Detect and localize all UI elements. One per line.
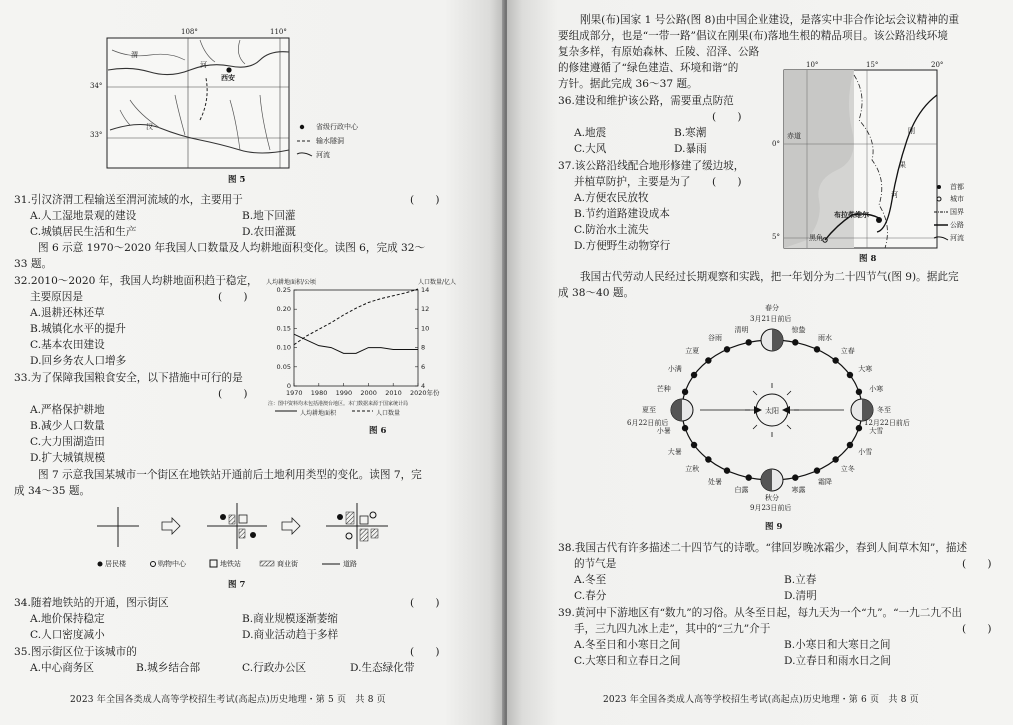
fig7-legend-mall: 购物中心: [158, 560, 186, 568]
fig8-river-he: 河: [891, 191, 898, 199]
fig8-lat-5: 5°: [772, 233, 780, 241]
fig5-label-han: 汉: [146, 123, 153, 131]
q35-stem: 35.图示街区位于该城市的: [14, 646, 137, 658]
q36-option-a[interactable]: A.地震: [574, 127, 607, 139]
fig9-spring-equinox: 春分: [765, 304, 779, 312]
solar-term-marker: [682, 425, 688, 431]
solar-term-marker: [856, 389, 862, 395]
fig8-lat-0: 0°: [772, 140, 780, 148]
intro-fig6-line1: 图 6 示意 1970～2020 年我国人口数量及人均耕地面积变化。读图 6，完成 32～: [38, 242, 426, 254]
arrow-icon: [282, 518, 300, 534]
q31-option-b[interactable]: B.地下回灌: [242, 210, 296, 222]
solar-term-label: 小雪: [858, 447, 873, 456]
figure-6-caption: 图 6: [369, 426, 387, 436]
q37-option-d[interactable]: D.方便野生动物穿行: [574, 240, 671, 252]
fig5-label-he: 河: [200, 61, 207, 69]
fig5-legend-capital: 省级行政中心: [316, 123, 358, 131]
fig9-sun-label: 太阳: [765, 407, 779, 415]
fig8-river-guo: 果: [899, 161, 906, 169]
solar-term-marker: [847, 442, 853, 448]
q39-option-c[interactable]: C.大寒日和立春日之间: [574, 655, 681, 667]
solar-term-label: 芒种: [656, 384, 671, 393]
intro-fig9-line1: 我国古代劳动人民经过长期观察和实践，把一年划分为二十四节气(图 9)。据此完: [580, 271, 959, 283]
solar-term-label: 立夏: [685, 347, 700, 356]
q35-option-a[interactable]: A.中心商务区: [30, 662, 94, 674]
solar-term-label: 霜降: [818, 477, 832, 486]
q37-stem-2: 并植草防护，主要是为了: [574, 176, 691, 188]
q33-option-d[interactable]: D.扩大城镇规模: [30, 452, 106, 464]
fig8-legend-road: 公路: [950, 221, 964, 229]
page-5: [0, 0, 505, 725]
q36-answer-blank[interactable]: ( ): [712, 111, 742, 123]
q32-option-a[interactable]: A.退耕还林还草: [30, 307, 105, 319]
fig8-legend-border: 国界: [950, 208, 964, 216]
solar-term-marker: [856, 425, 862, 431]
q39-option-d[interactable]: D.立春日和雨水日之间: [784, 655, 891, 667]
q35-option-c[interactable]: C.行政办公区: [242, 662, 307, 674]
q38-option-b[interactable]: B.立春: [784, 574, 817, 586]
solar-term-marker: [814, 467, 820, 473]
q34-option-c[interactable]: C.人口密度减小: [30, 629, 105, 641]
solar-term-marker: [832, 357, 838, 363]
fig6-right-tick-label: 10: [421, 324, 430, 333]
q32-option-d[interactable]: D.回乡务农人口增多: [30, 355, 127, 367]
solar-term-marker: [832, 456, 838, 462]
solar-term-marker: [746, 339, 752, 345]
fig6-right-tick-label: 6: [421, 362, 426, 371]
solar-term-label: 立春: [840, 347, 855, 356]
q38-option-d[interactable]: D.清明: [784, 590, 817, 602]
fig6-left-tick-label: 0: [286, 382, 291, 390]
fig8-equator-label: 赤道: [787, 132, 801, 140]
fig8-legend-city: 城市: [950, 195, 964, 203]
solar-term-label: 小满: [667, 364, 682, 373]
q39-stem-2: 手，三九四九冰上走”，其中的“三九”介于: [574, 623, 771, 635]
q38-stem-2: 的节气是: [574, 558, 617, 570]
solar-term-label: 小暑: [656, 427, 671, 436]
intro-fig8-line3: 复杂多样，有原始森林、丘陵、沼泽、公路: [558, 46, 760, 58]
fig8-legend-capital: 首都: [950, 183, 964, 191]
q33-option-a[interactable]: A.严格保护耕地: [30, 404, 105, 416]
q35-option-b[interactable]: B.城乡结合部: [136, 662, 201, 674]
fig6-left-tick-label: 0.25: [276, 286, 291, 294]
fig8-legend-river: 河流: [950, 234, 964, 242]
solar-term-label: 大暑: [667, 447, 682, 456]
fig6-x-tick-label: 1980: [310, 389, 328, 397]
solar-term-marker: [724, 346, 730, 352]
intro-fig8-line4: 的修建遵循了“绿色建造、环境和谐”的: [558, 62, 739, 74]
q31-option-c[interactable]: C.城镇居民生活和生产: [30, 226, 137, 238]
solar-term-marker: [814, 346, 820, 352]
solar-term-marker: [705, 357, 711, 363]
earth-autumn: [761, 469, 783, 491]
q37-stem-1: 37.该公路沿线配合地形修建了缓边坡，: [558, 160, 745, 172]
q34-option-b[interactable]: B.商业规模逐渐萎缩: [242, 613, 338, 625]
q34-option-a[interactable]: A.地价保持稳定: [30, 613, 105, 625]
fig8-river-gang: 刚: [908, 127, 915, 135]
fig6-x-tick-label: 1970: [286, 389, 303, 397]
q35-option-d[interactable]: D.生态绿化带: [350, 662, 415, 674]
q37-option-b[interactable]: B.节约道路建设成本: [574, 208, 670, 220]
earth-spring: [761, 329, 783, 351]
solar-term-marker: [682, 389, 688, 395]
q37-option-a[interactable]: A.方便农民放牧: [574, 192, 649, 204]
fig7-legend-metro: 地铁站: [220, 560, 241, 568]
fig8-lon-10: 10°: [806, 61, 819, 69]
q38-option-c[interactable]: C.春分: [574, 590, 607, 602]
figure-7-caption: 图 7: [228, 580, 246, 590]
q36-option-d[interactable]: D.暴雨: [674, 143, 707, 155]
fig5-lat-34: 34°: [90, 82, 103, 90]
solar-term-marker: [705, 456, 711, 462]
solar-term-marker: [724, 467, 730, 473]
fig9-winter-solstice: 冬至: [877, 406, 891, 414]
solar-term-label: 惊蛰: [791, 325, 806, 334]
fig6-x-tick-label: 1990: [335, 389, 353, 397]
intro-fig8-line5: 方针。据此完成 36～37 题。: [558, 78, 698, 90]
fig6-left-tick-label: 0.10: [276, 343, 291, 352]
q39-option-b[interactable]: B.小寒日和大寒日之间: [784, 639, 891, 651]
q36-stem: 36.建设和维护该公路，需要重点防范: [558, 95, 734, 107]
fig5-legend-river: 河流: [316, 151, 330, 159]
fig6-right-tick-label: 12: [421, 305, 430, 314]
solar-term-marker: [691, 442, 697, 448]
q32-option-c[interactable]: C.基本农田建设: [30, 339, 105, 351]
arrow-icon: [162, 518, 180, 534]
intro-fig7-line1: 图 7 示意我国某城市一个街区在地铁站开通前后土地利用类型的变化。读图 7，完: [38, 469, 422, 481]
solar-term-label: 立秋: [685, 464, 700, 473]
fig6-legend-dashed-label: 人口数量: [376, 410, 401, 417]
q31-stem: 31.引汉济渭工程输送至渭河流域的水，主要用于: [14, 194, 243, 206]
page-6: [507, 0, 1013, 725]
fig6-x-tick-label: 2020年份: [410, 389, 440, 397]
fig9-summer-solstice: 夏至: [642, 406, 656, 414]
solar-term-label: 雨水: [818, 334, 832, 343]
q34-option-d[interactable]: D.商业活动趋于多样: [242, 629, 339, 641]
fig9-winter-date: 12月22日前后: [864, 419, 910, 427]
fig5-legend-tunnel: 输水隧洞: [316, 137, 344, 145]
fig8-lon-15: 15°: [866, 61, 879, 69]
fig9-autumn-date: 9月23日前后: [750, 504, 792, 512]
q33-option-b[interactable]: B.减少人口数量: [30, 420, 105, 432]
solar-term-label: 小寒: [869, 384, 884, 393]
q33-answer-blank[interactable]: ( ): [218, 388, 248, 400]
figure-8-caption: 图 8: [859, 254, 877, 264]
q38-answer-blank[interactable]: ( ): [962, 558, 992, 570]
fig5-lon-108: 108°: [181, 28, 198, 36]
intro-fig6-line2: 33 题。: [14, 258, 53, 270]
q34-answer-blank[interactable]: ( ): [410, 597, 440, 609]
fig7-legend-road: 道路: [343, 560, 357, 568]
fig6-left-tick-label: 0.15: [276, 324, 291, 333]
q35-answer-blank[interactable]: ( ): [410, 646, 440, 658]
figure-5-caption: 图 5: [228, 175, 246, 185]
fig8-lon-20: 20°: [931, 61, 944, 69]
solar-term-marker: [746, 474, 752, 480]
solar-term-label: 寒露: [791, 486, 806, 495]
fig6-left-axis-label: 人均耕地面积/公顷: [266, 279, 317, 286]
fig9-spring-date: 3月21日前后: [750, 315, 792, 323]
q36-option-b[interactable]: B.寒潮: [674, 127, 707, 139]
q31-option-d[interactable]: D.农田灌溉: [242, 226, 296, 238]
fig6-left-tick-label: 0.05: [276, 362, 291, 371]
q37-option-c[interactable]: C.防治水土流失: [574, 224, 649, 236]
fig7-legend-residential: 居民楼: [105, 560, 126, 568]
fig6-left-tick-label: 0.20: [276, 305, 291, 314]
fig6-legend-solid-label: 人均耕地面积: [300, 410, 337, 417]
solar-term-label: 谷雨: [708, 334, 722, 343]
fig6-x-tick-label: 2000: [360, 389, 377, 397]
q38-stem-1: 38.我国古代有许多描述二十四节气的诗歌。“律回岁晚冰霜少，春到人间草木知”，描述: [558, 542, 968, 554]
fig5-lon-110: 110°: [270, 28, 287, 36]
solar-term-label: 白露: [734, 486, 749, 495]
q33-stem: 33.为了保障我国粮食安全，以下措施中可行的是: [14, 372, 243, 384]
q39-option-a[interactable]: A.冬至日和小寒日之间: [574, 639, 681, 651]
q32-stem-1: 32.2010～2020 年，我国人均耕地面积趋于稳定，: [14, 275, 258, 287]
fig9-summer-date: 6月22日前后: [627, 419, 669, 427]
solar-term-label: 处暑: [708, 477, 722, 486]
fig8-brazzaville: 布拉柴维尔: [834, 210, 869, 219]
q36-option-c[interactable]: C.大风: [574, 143, 607, 155]
earth-summer: [671, 399, 693, 421]
solar-term-marker: [847, 372, 853, 378]
page-5-footer: 2023 年全国各类成人高等学校招生考试(高起点)历史地理・第 5 页 共 8 页: [70, 695, 386, 705]
figure-7-diagram: [0, 0, 505, 600]
fig6-note: 注：图中资料均未包括港澳台地区。本门数据来源于国家统计局: [268, 401, 409, 407]
fig8-pointe-noire: 黑角: [809, 234, 823, 242]
q39-answer-blank[interactable]: ( ): [962, 623, 992, 635]
q34-stem: 34.随着地铁站的开通，图示街区: [14, 597, 169, 609]
figure-9-caption: 图 9: [765, 522, 783, 532]
solar-term-label: 大寒: [858, 364, 873, 373]
q38-option-a[interactable]: A.冬至: [574, 574, 607, 586]
fig6-right-axis-label: 人口数量/亿人: [418, 279, 457, 286]
figure-9-diagram: [507, 0, 1013, 540]
q31-answer-blank[interactable]: ( ): [410, 194, 440, 206]
intro-fig9-line2: 成 38～40 题。: [558, 287, 635, 299]
q32-stem-2: 主要原因是: [30, 291, 83, 303]
solar-term-label: 大雪: [869, 427, 884, 436]
solar-term-label: 立冬: [840, 464, 855, 473]
fig6-right-tick-label: 4: [421, 382, 426, 390]
fig7-legend-commercial: 商业街: [277, 560, 298, 568]
fig5-label-wei: 渭: [131, 51, 138, 59]
fig6-x-tick-label: 2010: [385, 389, 402, 397]
solar-term-label: 清明: [734, 325, 749, 334]
fig5-lat-33: 33°: [90, 131, 103, 139]
fig6-right-tick-label: 14: [421, 286, 430, 294]
q32-answer-blank[interactable]: ( ): [218, 291, 248, 303]
fig5-label-xian: 西安: [221, 73, 235, 82]
intro-fig8-line1: 刚果(布)国家 1 号公路(图 8)由中国企业建设，是落实中非合作论坛会议精神的重: [580, 14, 960, 26]
solar-term-marker: [792, 474, 798, 480]
q31-option-a[interactable]: A.人工湿地景观的建设: [30, 210, 137, 222]
q39-stem-1: 39.黄河中下游地区有“数九”的习俗。从冬至日起，每九天为一个“九”。“一九二九不出: [558, 607, 963, 619]
fig9-autumn-equinox: 秋分: [765, 494, 779, 502]
fig6-right-tick-label: 8: [421, 343, 426, 352]
intro-fig8-line2: 要组成部分，也是“一带一路”倡议在刚果(布)落地生根的精品项目。该公路沿线环境: [558, 30, 948, 42]
page-6-footer: 2023 年全国各类成人高等学校招生考试(高起点)历史地理・第 6 页 共 8 页: [603, 695, 919, 705]
q32-option-b[interactable]: B.城镇化水平的提升: [30, 323, 126, 335]
q33-option-c[interactable]: C.大力围湖造田: [30, 436, 105, 448]
q37-answer-blank[interactable]: ( ): [712, 176, 742, 188]
intro-fig7-line2: 成 34～35 题。: [14, 485, 91, 497]
solar-term-marker: [691, 372, 697, 378]
solar-term-marker: [792, 339, 798, 345]
